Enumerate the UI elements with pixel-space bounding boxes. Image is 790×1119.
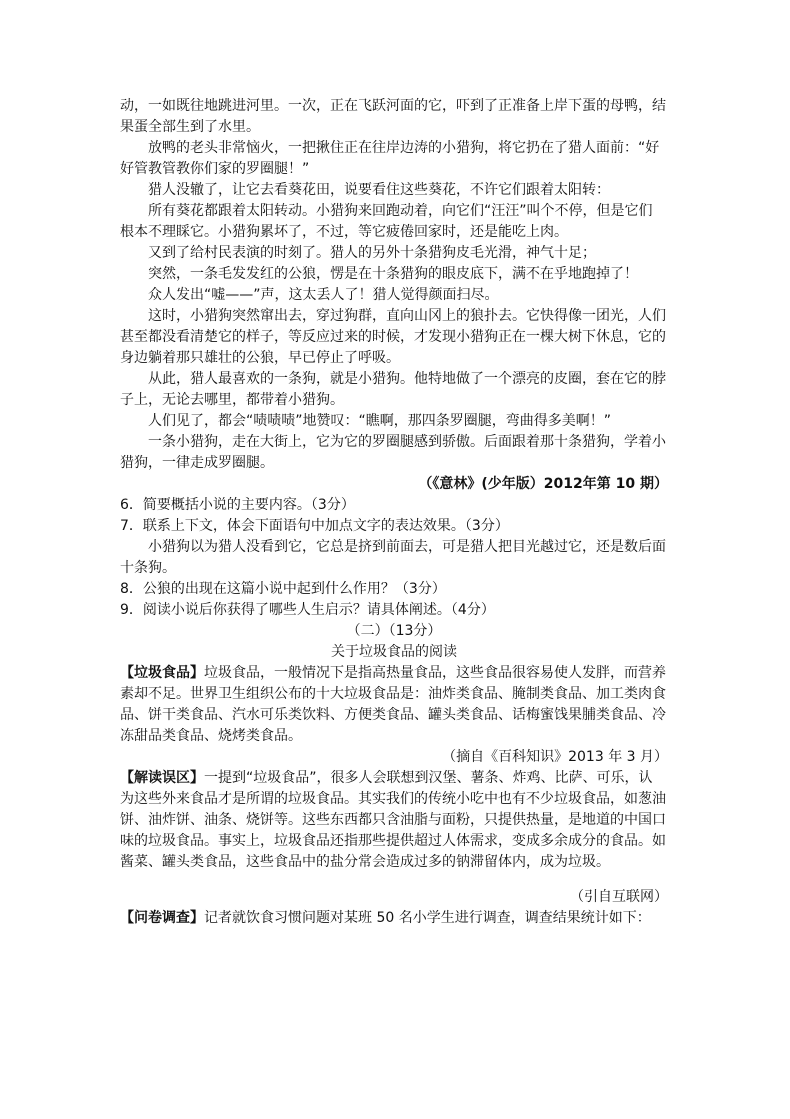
- question-7-quote-cont: 十条狗。: [120, 560, 176, 576]
- story-line: 子上，无论去哪里，都带着小猎狗。: [120, 392, 344, 408]
- myth-paragraph: [120, 768, 668, 789]
- story-line: 众人发出“嘘——”声，这太丢人了！猎人觉得颜面扫尽。: [148, 287, 499, 303]
- story-line: 甚至都没看清楚它的样子，等反应过来的时候，才发现小猎狗正在一棵大树下休息，它的: [120, 329, 666, 345]
- junk-food-line: 品、饼干类食品、汽水可乐类饮料、方便类食品、罐头类食品、话梅蜜饯果脯类食品、冷: [120, 707, 666, 723]
- questions: [120, 495, 668, 621]
- section-title: 关于垃圾食品的阅读: [331, 644, 457, 660]
- survey-line: 记者就饮食习惯问题对某班 50 名小学生进行调查，调查结果统计如下：: [204, 910, 651, 926]
- junk-food-line: 素却不足。世界卫生组织公布的十大垃圾食品是：油炸类食品、腌制类食品、加工类肉食: [120, 686, 666, 702]
- section-heading: （二）（13分）: [346, 623, 442, 639]
- myth-line: 为这些外来食品才是所谓的垃圾食品。其实我们的传统小吃中也有不少垃圾食品，如葱油: [120, 791, 666, 807]
- story-line: 根本不理睬它。小猎狗累坏了，不过，等它疲倦回家时，还是能吃上肉。: [120, 224, 568, 240]
- story-source: （《意林》(少年版）2012年第 10 期）: [418, 476, 668, 492]
- myth-line: 味的垃圾食品。事实上，垃圾食品还指那些提供超过人体需求，变成多余成分的食品。如: [120, 833, 666, 849]
- myth-source: （引自互联网）: [570, 889, 668, 905]
- story-line: 这时，小猎狗突然窜出去，穿过狗群，直向山冈上的狼扑去。它快得像一团光，人们: [148, 308, 666, 324]
- survey-paragraph: [120, 908, 668, 929]
- story-line: 一条小猎狗，走在大街上，它为它的罗圈腿感到骄傲。后面跟着那十条猎狗，学着小: [148, 434, 666, 450]
- story-line: 猎人没辙了，让它去看葵花田，说要看住这些葵花，不许它们跟着太阳转：: [148, 182, 610, 198]
- question-6: 6．简要概括小说的主要内容。（3分）: [120, 497, 355, 513]
- story-line: 果蛋全部生到了水里。: [120, 119, 260, 135]
- story-line: 从此，猎人最喜欢的一条狗，就是小猎狗。他特地做了一个漂亮的皮圈，套在它的脖: [148, 371, 666, 387]
- junk-food-source: （摘自《百科知识》2013 年 3 月）: [442, 749, 668, 765]
- survey-label: 【问卷调查】: [120, 910, 204, 926]
- junk-food-paragraph: [120, 663, 668, 684]
- junk-food-line: 冻甜品类食品、烧烤类食品。: [120, 728, 302, 744]
- story-line: 放鸭的老头非常恼火，一把揪住正在往岸边涛的小猎狗，将它扔在了猎人面前：“好: [148, 140, 660, 156]
- junk-food-label: 【垃圾食品】: [120, 665, 204, 681]
- question-7: 7．联系上下文，体会下面语句中加点文字的表达效果。（3分）: [120, 518, 509, 534]
- story-line: 人们见了，都会“啧啧啧”地赞叹：“瞧啊，那四条罗圈腿，弯曲得多美啊！”: [148, 413, 612, 429]
- story-line: 突然，一条毛发发红的公狼，愣是在十条猎狗的眼皮底下，满不在乎地跑掉了！: [148, 266, 638, 282]
- story-line: 所有葵花都跟着太阳转动。小猎狗来回跑动着，向它们“汪汪”叫个不停，但是它们: [148, 203, 653, 219]
- question-9: 9．阅读小说后你获得了哪些人生启示？请具体阐述。（4分）: [120, 602, 495, 618]
- question-7-quote: 小猎狗以为猎人没看到它，它总是挤到前面去，可是猎人把目光越过它，还是数后面: [148, 539, 666, 555]
- myth-line: 一提到“垃圾食品”，很多人会联想到汉堡、薯条、炸鸡、比萨、可乐，认: [204, 770, 653, 786]
- section-2: [120, 621, 668, 929]
- story-text: [120, 96, 668, 495]
- story-line: 又到了给村民表演的时刻了。猎人的另外十条猎狗皮毛光滑，神气十足；: [148, 245, 596, 261]
- spacer: [120, 873, 668, 887]
- story-line: 好管教管教你们家的罗圈腿！”: [120, 161, 310, 177]
- myth-line: 酱菜、罐头类食品，这些食品中的盐分常会造成过多的钠滞留体内，成为垃圾。: [120, 854, 610, 870]
- story-line: 身边躺着那只雄壮的公狼，早已停止了呼吸。: [120, 350, 400, 366]
- junk-food-line: 垃圾食品，一般情况下是指高热量食品，这些食品很容易使人发胖，而营养: [204, 665, 666, 681]
- story-line: 动，一如既往地跳进河里。一次，正在飞跃河面的它，吓到了正准备上岸下蛋的母鸭，结: [120, 98, 666, 114]
- myth-label: 【解读误区】: [120, 770, 204, 786]
- question-8: 8．公狼的出现在这篇小说中起到什么作用？（3分）: [120, 581, 446, 597]
- story-line: 猎狗，一律走成罗圈腿。: [120, 455, 274, 471]
- myth-line: 饼、油炸饼、油条、烧饼等。这些东西都只含油脂与面粉，只提供热量，是地道的中国口: [120, 812, 666, 828]
